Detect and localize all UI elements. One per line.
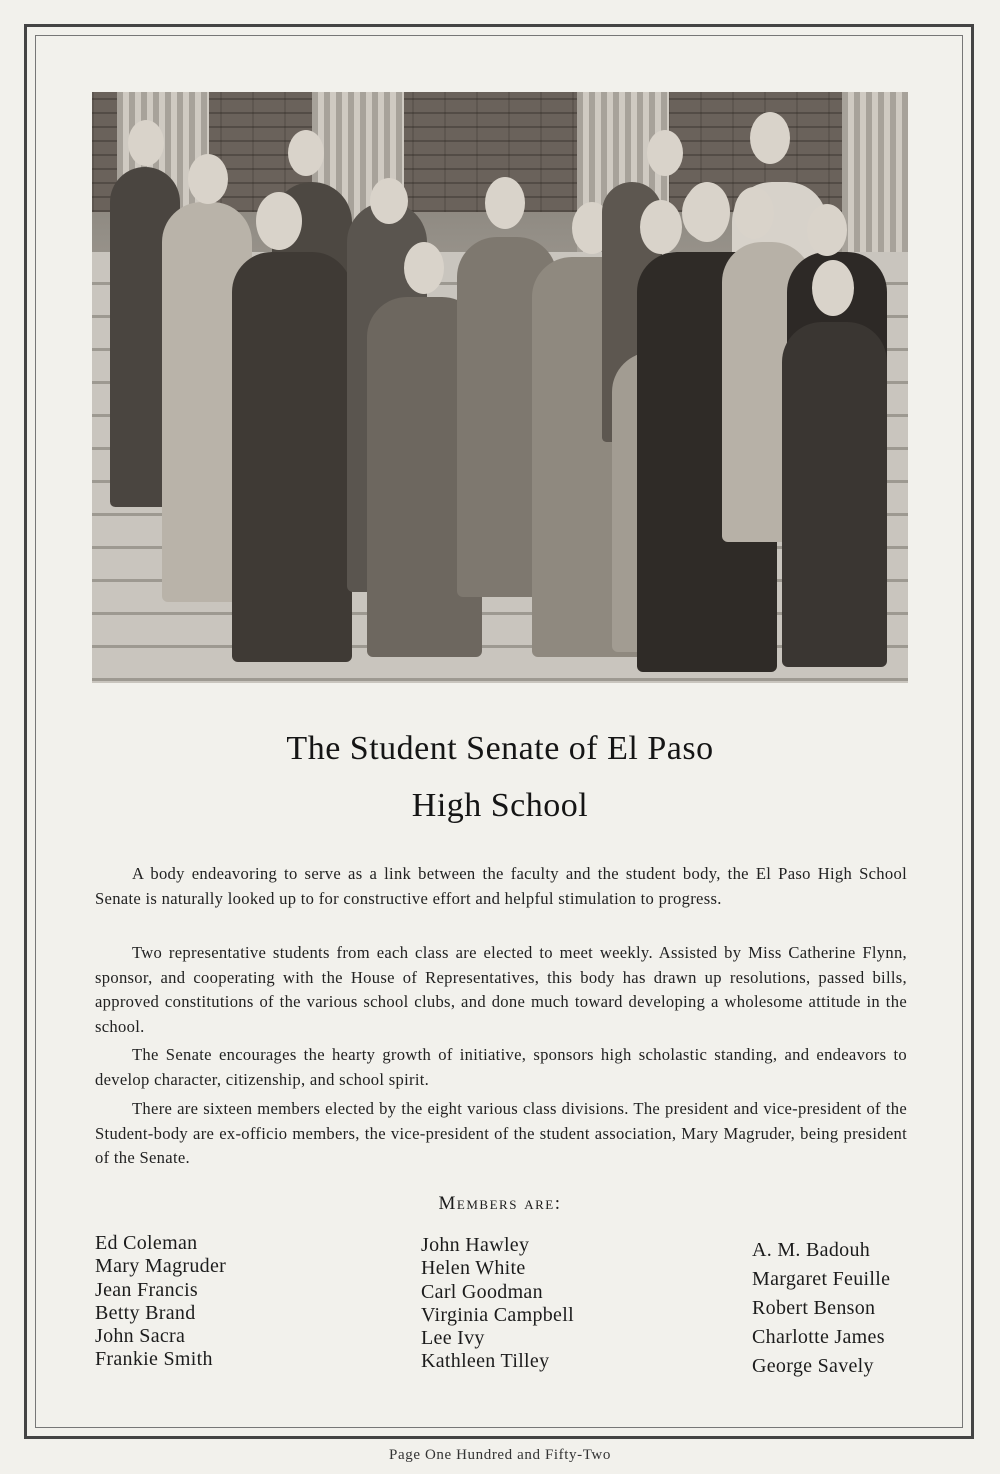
member-name: Kathleen Tilley bbox=[421, 1350, 550, 1373]
member-name: George Savely bbox=[752, 1355, 874, 1377]
person-head bbox=[485, 177, 525, 229]
person-head bbox=[404, 242, 444, 294]
member-name: John Hawley bbox=[421, 1234, 530, 1256]
page-title-line-1: The Student Senate of El Paso bbox=[286, 730, 714, 767]
member-name: Robert Benson bbox=[752, 1297, 876, 1319]
page-title-line-2: High School bbox=[411, 787, 589, 824]
member-name: Charlotte James bbox=[752, 1326, 885, 1348]
person-head bbox=[750, 112, 790, 164]
members-column-3 bbox=[752, 1236, 890, 1381]
photo-column bbox=[842, 92, 908, 270]
person-head bbox=[256, 192, 302, 250]
member-name: Ed Coleman bbox=[95, 1232, 198, 1254]
person-head bbox=[684, 182, 730, 242]
page-number-footer: Page One Hundred and Fifty-Two bbox=[389, 1447, 611, 1463]
member-name: Margaret Feuille bbox=[752, 1268, 891, 1290]
body-paragraph: There are sixteen members elected by the eight various class divisions. The president and vice-president of the Student-body are ex-officio members, the vice-president of the student association, Mary Magruder, being president of the Senate. bbox=[95, 1099, 907, 1167]
person-head bbox=[370, 178, 408, 224]
member-name: Virginia Campbell bbox=[421, 1303, 574, 1326]
members-column-1 bbox=[95, 1232, 226, 1372]
group-photo bbox=[92, 92, 908, 683]
person-figure bbox=[232, 252, 352, 662]
member-name: Lee Ivy bbox=[421, 1327, 485, 1350]
member-name: Mary Magruder bbox=[95, 1255, 227, 1278]
person-head bbox=[807, 204, 847, 256]
person-head bbox=[734, 187, 774, 239]
body-paragraph: Two representative students from each class are elected to meet weekly. Assisted by Miss Catherine Flynn, sponsor, and cooperating with the House of Representatives, this body has drawn up resolutions, passed bills, approved constitutions of the various school clubs, and done much toward developing a wholesome attitude in the school. bbox=[95, 943, 907, 1036]
member-name: Frankie Smith bbox=[95, 1348, 213, 1371]
members-column-2 bbox=[421, 1234, 574, 1374]
person-head bbox=[188, 154, 228, 204]
person-head bbox=[647, 130, 683, 176]
member-name: A. M. Badouh bbox=[752, 1239, 871, 1261]
person-head bbox=[128, 120, 164, 166]
member-name: Helen White bbox=[421, 1257, 526, 1280]
members-heading: Members are: bbox=[438, 1193, 562, 1214]
member-name: Carl Goodman bbox=[421, 1280, 543, 1303]
member-name: John Sacra bbox=[95, 1325, 186, 1348]
member-name: Betty Brand bbox=[95, 1301, 196, 1324]
body-paragraph: The Senate encourages the hearty growth of initiative, sponsors high scholastic standing, and endeavors to develop character, citizenship, and school spirit. bbox=[95, 1045, 907, 1089]
body-paragraph: A body endeavoring to serve as a link between the faculty and the student body, the El Paso High School Senate is naturally looked up to for constructive effort and helpful stimulation to progress. bbox=[95, 864, 907, 908]
person-head bbox=[288, 130, 324, 176]
person-figure bbox=[782, 322, 887, 667]
person-head bbox=[640, 200, 682, 254]
member-name: Jean Francis bbox=[95, 1278, 199, 1301]
person-head bbox=[812, 260, 854, 316]
